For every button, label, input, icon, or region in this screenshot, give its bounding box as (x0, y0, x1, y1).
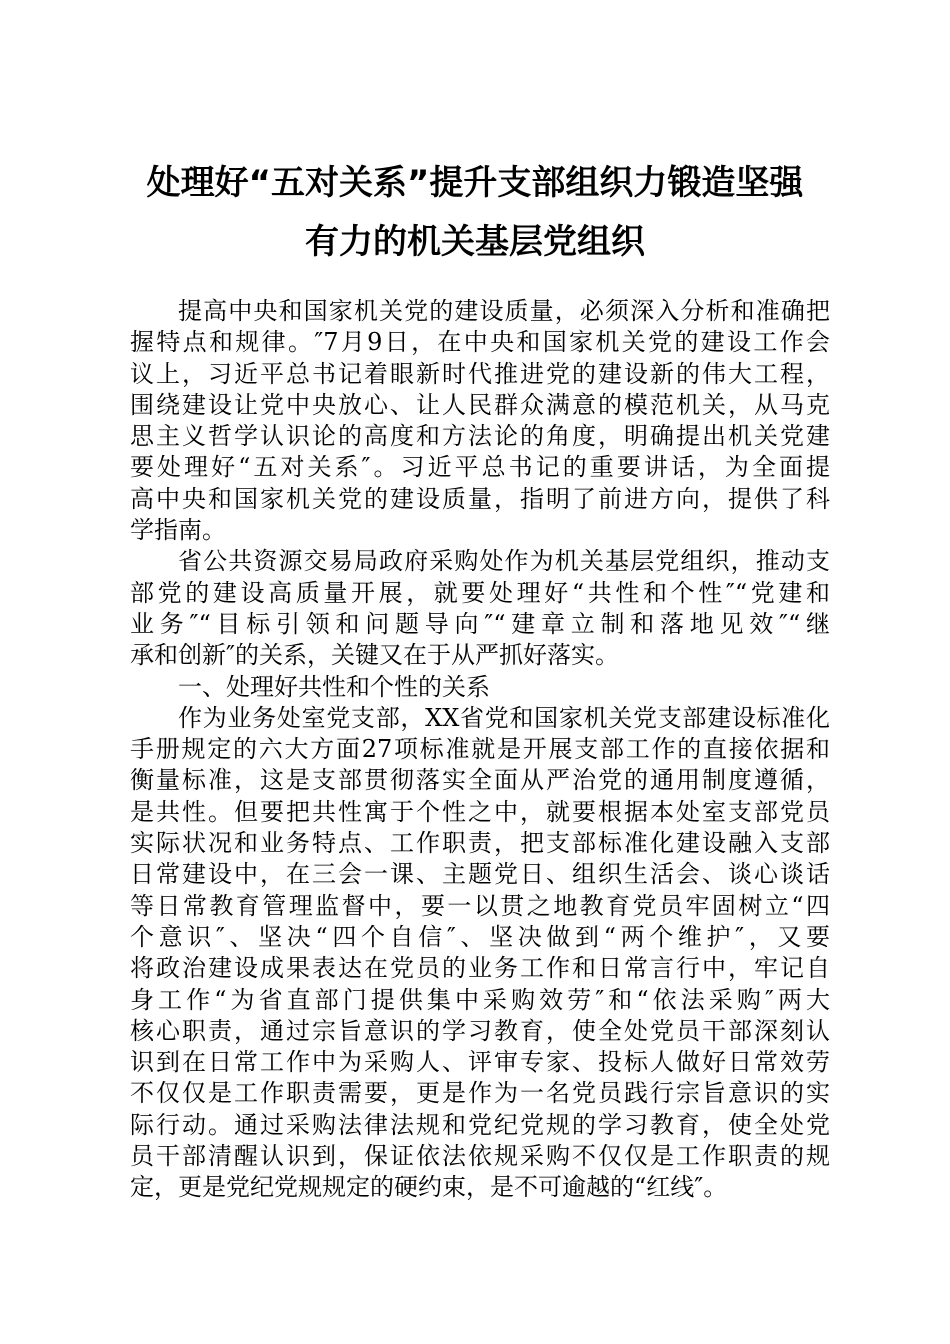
body-text-line: 等日常教育管理监督中，要一以贯之地教育党员牢固树立“四 (130, 891, 830, 920)
body-text-line: 员干部清醒认识到，保证依法依规采购不仅仅是工作职责的规 (130, 1142, 830, 1171)
body-text-line: 身工作“为省直部门提供集中采购效劳″和“依法采购″两大 (130, 985, 830, 1014)
body-text-line: 作为业务处室党支部，XX省党和国家机关党支部建设标准化 (178, 703, 830, 732)
body-text-line: 际行动。通过采购法律法规和党纪党规的学习教育，使全处党 (130, 1110, 830, 1139)
body-text-line: 高中央和国家机关党的建设质量，指明了前进方向，提供了科 (130, 484, 830, 513)
body-text-line: 衡量标准，这是支部贯彻落实全面从严治党的通用制度遵循， (130, 766, 830, 795)
body-text-line: 一、处理好共性和个性的关系 (178, 672, 490, 701)
body-text-line: 提高中央和国家机关党的建设质量，必须深入分析和准确把 (178, 297, 830, 325)
body-text-line: 核心职责，通过宗旨意识的学习教育，使全处党员干部深刻认 (130, 1016, 830, 1045)
body-text-line: 日常建设中，在三会一课、主题党日、组织生活会、谈心谈话 (130, 860, 830, 889)
document-body (130, 296, 830, 1204)
body-text-line: 学指南。 (130, 516, 226, 545)
body-text-line: 识到在日常工作中为采购人、评审专家、投标人做好日常效劳 (130, 1048, 830, 1077)
body-text-line: 定，更是党纪党规规定的硬约束，是不可逾越的“红线″。 (130, 1173, 728, 1202)
body-text-line: 部党的建设高质量开展，就要处理好“共性和个性″“党建和 (130, 578, 830, 607)
body-text-line: 议上，习近平总书记着眼新时代推进党的建设新的伟大工程， (130, 359, 830, 388)
body-text-line: 实际状况和业务特点、工作职责，把支部标准化建设融入支部 (130, 829, 830, 858)
body-text-line: 不仅仅是工作职责需要，更是作为一名党员践行宗旨意识的实 (130, 1079, 830, 1108)
body-text-line: 手册规定的六大方面27项标准就是开展支部工作的直接依据和 (130, 735, 830, 764)
body-text-line: 围绕建设让党中央放心、让人民群众满意的模范机关，从马克 (130, 390, 830, 419)
body-text-line: 将政治建设成果表达在党员的业务工作和日常言行中，牢记自 (130, 954, 830, 983)
body-text-line: 思主义哲学认识论的高度和方法论的角度，明确提出机关党建 (130, 422, 830, 451)
document-title-line-1: 处理好“五对关系”提升支部组织力锻造坚强 (146, 163, 804, 203)
body-text-line: 要处理好“五对关系″。习近平总书记的重要讲话，为全面提 (130, 453, 830, 482)
body-text-line: 承和创新″的关系，关键又在于从严抓好落实。 (130, 641, 619, 670)
body-text-line: 是共性。但要把共性寓于个性之中，就要根据本处室支部党员 (130, 797, 830, 826)
body-text-line: 个意识″、坚决“四个自信″、坚决做到“两个维护″，又要 (130, 922, 830, 951)
body-text-line: 业务″“目标引领和问题导向″“建章立制和落地见效″“继 (130, 609, 830, 638)
body-text-line: 握特点和规律。″7月9日，在中央和国家机关党的建设工作会 (130, 328, 830, 357)
body-text-line: 省公共资源交易局政府采购处作为机关基层党组织，推动支 (178, 547, 830, 576)
document-title-line-2: 有力的机关基层党组织 (305, 222, 645, 262)
